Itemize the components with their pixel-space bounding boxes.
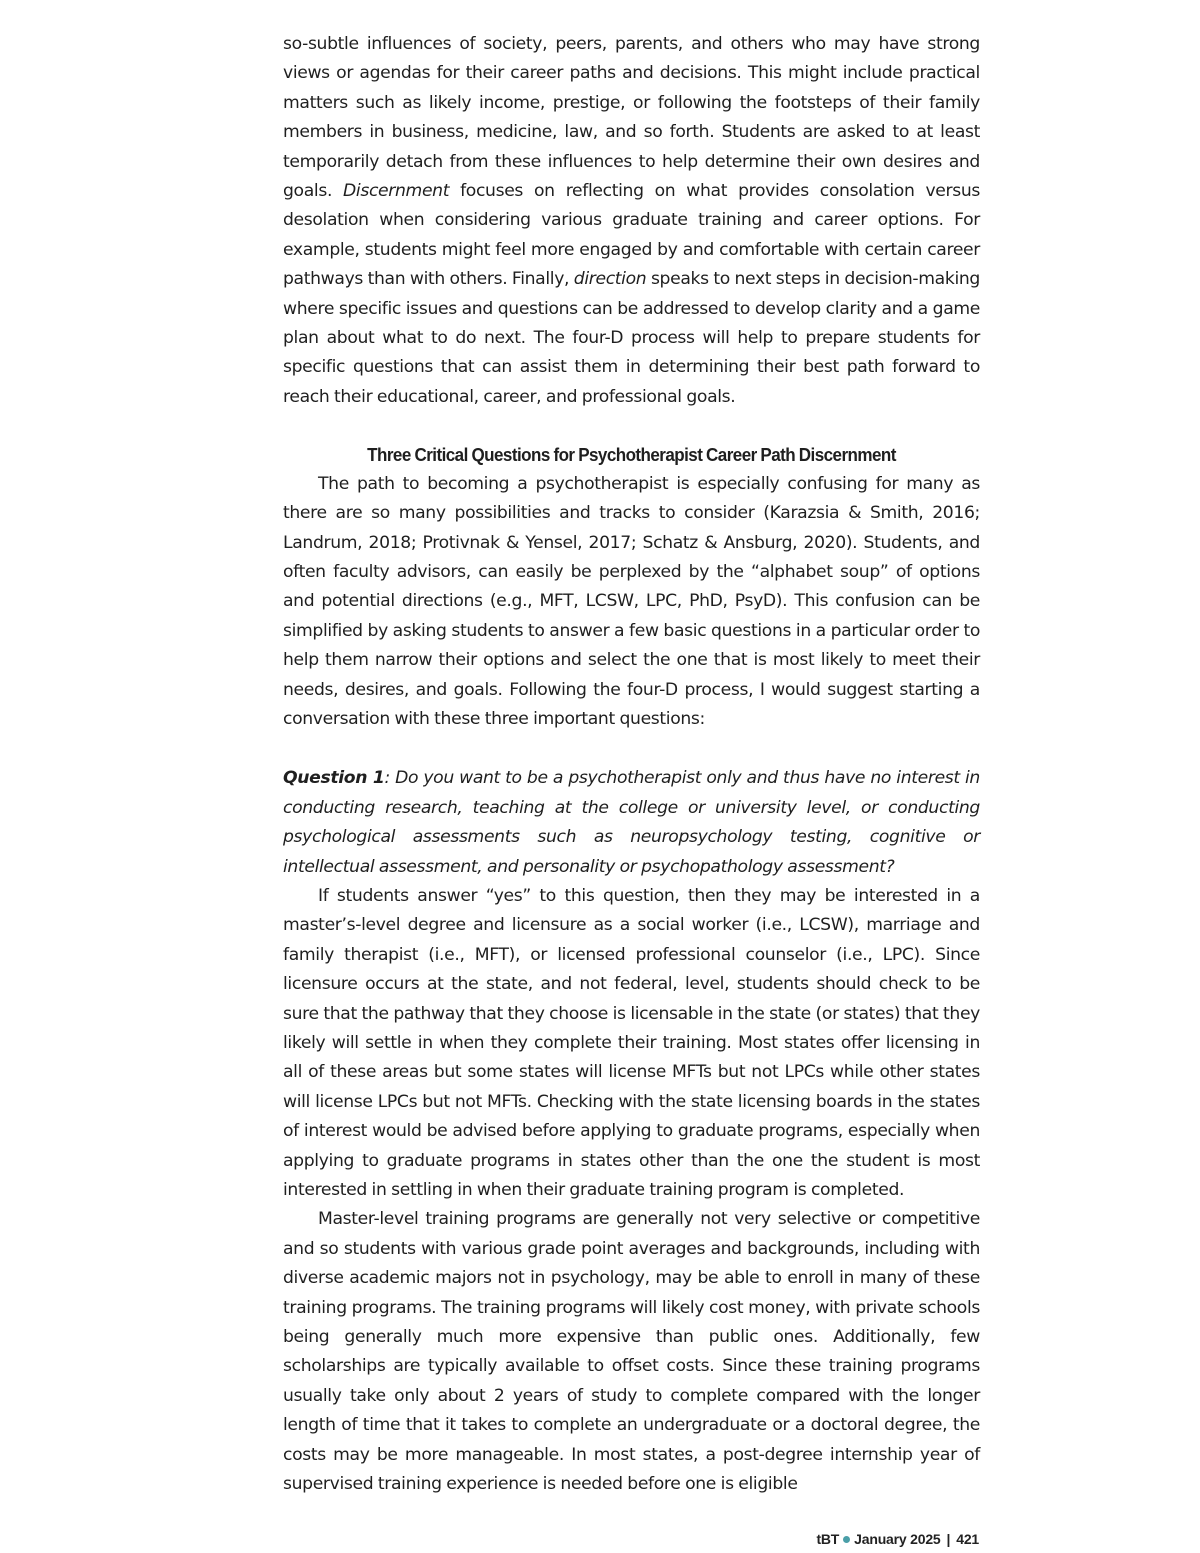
- section-heading: Three Critical Questions for Psychotherapist Career Path Discernment: [367, 444, 896, 466]
- bullet-dot-icon: [843, 1536, 850, 1543]
- term-direction: direction: [573, 269, 647, 290]
- term-discernment: Discernment: [343, 181, 450, 202]
- paragraph-master-programs: Master-level training programs are generally not very selective or competitive and so students with various grade point averages and backgrounds, including with diverse academic majors not in psychology, may be able to enroll in many of these training programs. The training programs will likely cost money, with private schools being generally much more expensive than public ones. Additionally, few scholarships are typically available to offset costs. Since these training programs usually take only about 2 years of study to complete compared with the longer length of time that it takes to complete an undergraduate or a doctoral degree, the costs may be more manageable. In most states, a post-degree internship year of supervised training experience is needed before one is eligible: [283, 1209, 980, 1495]
- page-footer: [816, 1529, 979, 1549]
- question-text: : Do you want to be a psychotherapist only and thus have no interest in conducting research, teaching at the college or university level, or conducting psychological assessments such as neuropsychology testing, cognitive or intellectual assessment, and personality or psychopathology assessment?: [283, 768, 980, 877]
- page-number: 421: [956, 1531, 979, 1547]
- issue-date: January 2025: [854, 1531, 941, 1547]
- article-body: [283, 30, 980, 1500]
- footer-separator: |: [946, 1531, 951, 1547]
- journal-name: tBT: [816, 1531, 840, 1547]
- question-1: [283, 764, 980, 882]
- paragraph-intro: The path to becoming a psychotherapist is especially confusing for many as there are so many possibilities and tracks to consider (Karazsia & Smith, 2016; Landrum, 2018; Protivnak & Yensel, 2017; Schatz & Ansburg, 2020). Students, and often faculty advisors, can easily be perplexed by the “alphabet soup” of options and potential directions (e.g., MFT, LCSW, LPC, PhD, PsyD). This confusion can be simplified by asking students to answer a few basic questions in a particular order to help them narrow their options and select the one that is most likely to meet their needs, desires, and goals. Following the four-D process, I would suggest starting a conversation with these three important questions:: [283, 473, 980, 729]
- paragraph-question-answer: If students answer “yes” to this question, then they may be interested in a master’s-level degree and licensure as a social worker (i.e., LCSW), marriage and family therapist (i.e., MFT), or licensed professional counselor (i.e., LPC). Since licensure occurs at the state, and not federal, level, students should check to be sure that the pathway that they choose is licensable in the state (or states) that they likely will settle in when they complete their training. Most states offer licensing in all of these areas but some states will license MFTs but not LPCs while other states will license LPCs but not MFTs. Checking with the state licensing boards in the states of interest would be advised before applying to graduate programs, especially when applying to graduate programs in states other than the one the student is most interested in settling in when their graduate training program is completed.: [283, 885, 980, 1201]
- question-label: Question 1: [283, 768, 385, 789]
- paragraph-four-d-process: so-subtle influences of society, peers, parents, and others who may have strong views or agendas for their career paths and decisions. This might include practical matters such as likely income, prestige, or following the footsteps of their family members in business, medicine, law, and so forth. Students are asked to at least temporarily detach from these influences to help determine their own desires and goals. Discernment focuses on reflecting on what provides consolation versus desolation when considering various graduate training and career options. For example, students might feel more engaged by and comfortable with certain career pathways than with others. Finally, direction speaks to next steps in decision-making where specific issues and questions can be addressed to develop clarity and a game plan about what to do next. The four-D process will help to prepare students for specific questions that can assist them in determining their best path forward to reach their educational, career, and professional goals.: [283, 34, 980, 407]
